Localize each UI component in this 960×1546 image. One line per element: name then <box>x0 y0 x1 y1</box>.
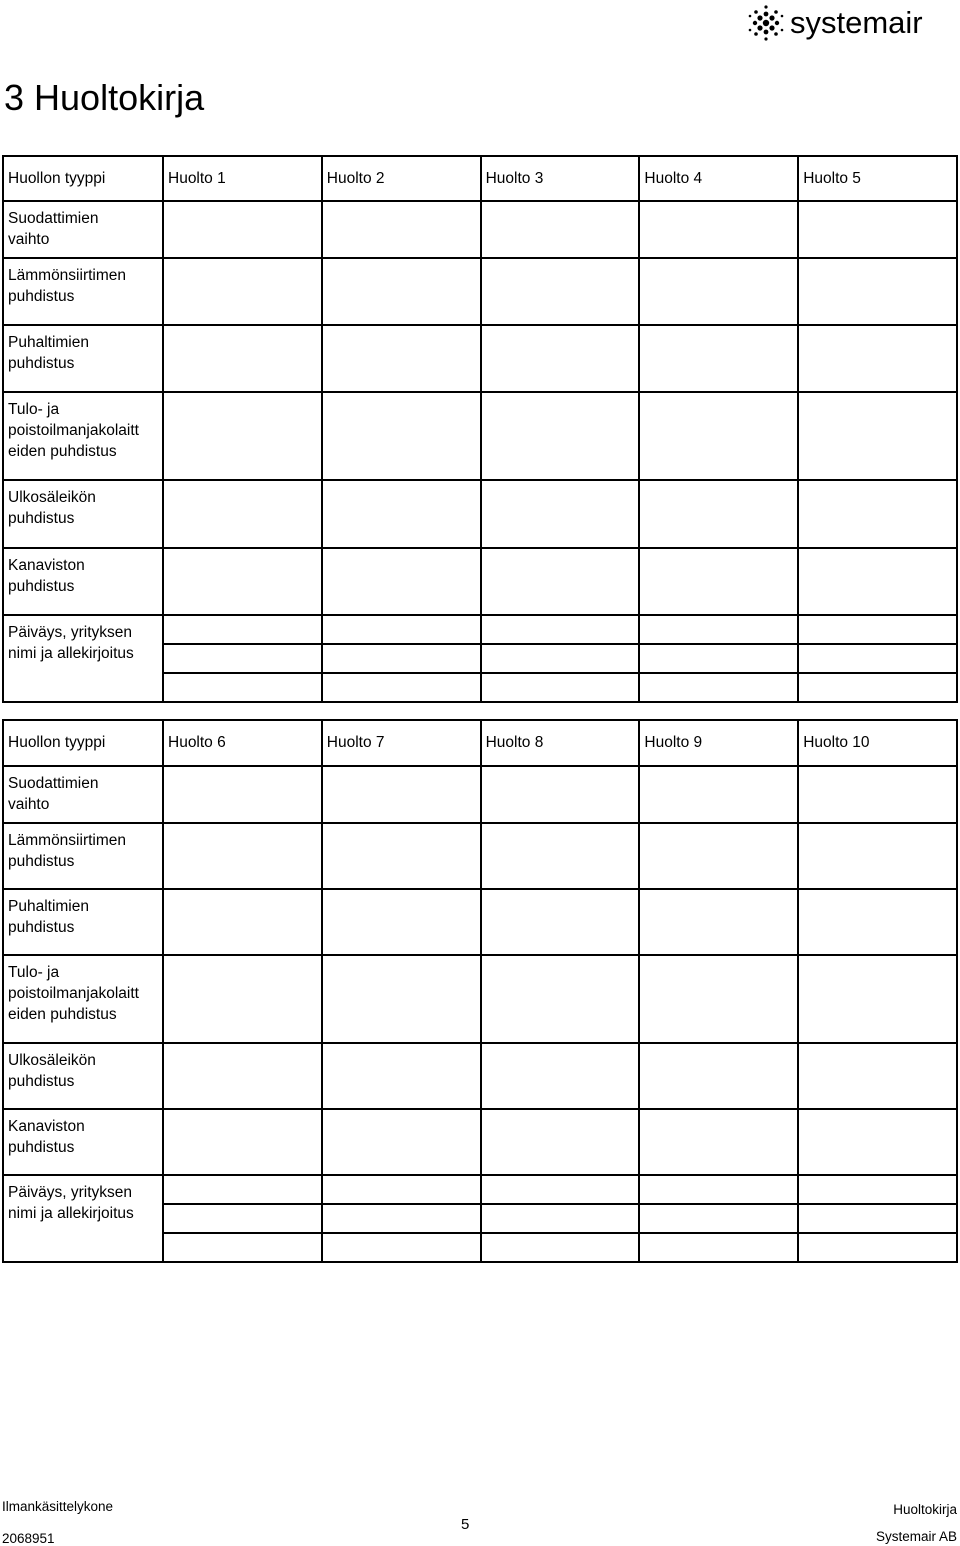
footer-section-name: Huoltokirja <box>893 1502 957 1517</box>
table-cell[interactable] <box>639 1043 798 1109</box>
row-label: Tulo- ja poistoilmanjakolaitt eiden puhdistus <box>3 392 163 480</box>
table-cell[interactable] <box>639 955 798 1043</box>
table-row <box>3 325 957 392</box>
table-cell[interactable] <box>481 258 640 325</box>
table-cell[interactable] <box>481 1204 640 1233</box>
table-cell[interactable] <box>163 325 322 392</box>
table-cell[interactable] <box>163 392 322 480</box>
table-row <box>3 889 957 955</box>
table-cell[interactable] <box>481 1175 640 1204</box>
table-row <box>3 955 957 1043</box>
table-header-row <box>3 156 957 201</box>
table-cell[interactable] <box>322 548 481 615</box>
table-cell[interactable] <box>639 548 798 615</box>
table-cell[interactable] <box>322 644 481 673</box>
table-row <box>3 1043 957 1109</box>
table-cell[interactable] <box>798 766 957 823</box>
column-header: Huolto 8 <box>481 720 640 766</box>
signature-label: Päiväys, yrityksen nimi ja allekirjoitus <box>3 1175 163 1262</box>
table-cell[interactable] <box>481 889 640 955</box>
row-label: Lämmönsiirtimen puhdistus <box>3 823 163 889</box>
table-cell[interactable] <box>322 201 481 258</box>
table-cell[interactable] <box>322 1175 481 1204</box>
table-cell[interactable] <box>798 201 957 258</box>
table-cell[interactable] <box>322 615 481 644</box>
table-cell[interactable] <box>798 258 957 325</box>
table-cell[interactable] <box>481 1043 640 1109</box>
table-row <box>3 1109 957 1175</box>
table-cell[interactable] <box>481 480 640 548</box>
column-header: Huolto 2 <box>322 156 481 201</box>
footer-company-name: Systemair AB <box>875 1529 957 1544</box>
table-row <box>3 258 957 325</box>
service-log-table-1 <box>2 155 958 703</box>
table-cell[interactable] <box>481 548 640 615</box>
table-cell[interactable] <box>798 1204 957 1233</box>
column-header: Huolto 9 <box>639 720 798 766</box>
table-cell[interactable] <box>322 392 481 480</box>
table-cell[interactable] <box>163 1233 322 1262</box>
table-cell[interactable] <box>481 325 640 392</box>
table-cell[interactable] <box>481 766 640 823</box>
table-cell[interactable] <box>798 325 957 392</box>
table-cell[interactable] <box>481 1233 640 1262</box>
footer-product-name: Ilmankäsittelykone <box>2 1499 114 1514</box>
table-cell[interactable] <box>481 201 640 258</box>
row-label: Ulkosäleikön puhdistus <box>3 480 163 548</box>
systemair-logo-mark <box>746 2 956 44</box>
table-row <box>3 823 957 889</box>
footer-page-number: 5 <box>461 1516 470 1533</box>
column-header: Huolto 10 <box>798 720 957 766</box>
table-cell[interactable] <box>639 392 798 480</box>
table-cell[interactable] <box>639 889 798 955</box>
row-label: Ulkosäleikön puhdistus <box>3 1043 163 1109</box>
table-cell[interactable] <box>163 1204 322 1233</box>
table-cell[interactable] <box>481 1109 640 1175</box>
footer-document-number: 2068951 <box>2 1531 55 1546</box>
table-cell[interactable] <box>639 1204 798 1233</box>
table-cell[interactable] <box>322 1204 481 1233</box>
table-cell[interactable] <box>322 258 481 325</box>
table-cell[interactable] <box>481 823 640 889</box>
table-cell[interactable] <box>481 392 640 480</box>
table-cell[interactable] <box>639 1233 798 1262</box>
table-cell[interactable] <box>798 548 957 615</box>
table-cell[interactable] <box>481 644 640 673</box>
row-label: Kanaviston puhdistus <box>3 548 163 615</box>
table-cell[interactable] <box>163 823 322 889</box>
header-label: Huollon tyyppi <box>3 720 163 766</box>
table-cell[interactable] <box>322 955 481 1043</box>
table-cell[interactable] <box>639 615 798 644</box>
table-cell[interactable] <box>163 480 322 548</box>
table-cell[interactable] <box>639 325 798 392</box>
table-cell[interactable] <box>481 615 640 644</box>
table-cell[interactable] <box>163 1043 322 1109</box>
table-cell[interactable] <box>639 258 798 325</box>
column-header: Huolto 7 <box>322 720 481 766</box>
row-label: Puhaltimien puhdistus <box>3 325 163 392</box>
table-cell[interactable] <box>798 1175 957 1204</box>
table-cell[interactable] <box>639 644 798 673</box>
table-cell[interactable] <box>639 480 798 548</box>
table-cell[interactable] <box>322 889 481 955</box>
table-cell[interactable] <box>639 1109 798 1175</box>
service-log-table-2 <box>2 719 958 1263</box>
table-cell[interactable] <box>798 673 957 702</box>
table-cell[interactable] <box>639 766 798 823</box>
table-cell[interactable] <box>163 201 322 258</box>
table-cell[interactable] <box>163 615 322 644</box>
table-cell[interactable] <box>639 673 798 702</box>
table-row <box>3 480 957 548</box>
table-cell[interactable] <box>163 673 322 702</box>
header-label: Huollon tyyppi <box>3 156 163 201</box>
table-cell[interactable] <box>322 766 481 823</box>
table-cell[interactable] <box>798 644 957 673</box>
table-cell[interactable] <box>163 955 322 1043</box>
signature-row <box>3 1175 957 1204</box>
table-row <box>3 392 957 480</box>
logo-wordmark: systemair <box>790 5 923 40</box>
signature-label: Päiväys, yrityksen nimi ja allekirjoitus <box>3 615 163 702</box>
table-cell[interactable] <box>798 392 957 480</box>
row-label: Suodattimien vaihto <box>3 201 163 258</box>
table-cell[interactable] <box>481 673 640 702</box>
table-cell[interactable] <box>322 480 481 548</box>
table-cell[interactable] <box>163 766 322 823</box>
page-title: 3 Huoltokirja <box>4 77 205 118</box>
table-cell[interactable] <box>639 1175 798 1204</box>
table-cell[interactable] <box>798 480 957 548</box>
row-label: Lämmönsiirtimen puhdistus <box>3 258 163 325</box>
table-cell[interactable] <box>322 1233 481 1262</box>
column-header: Huolto 5 <box>798 156 957 201</box>
table-cell[interactable] <box>163 1175 322 1204</box>
table-cell[interactable] <box>798 615 957 644</box>
column-header: Huolto 6 <box>163 720 322 766</box>
table-cell[interactable] <box>322 823 481 889</box>
table-cell[interactable] <box>798 889 957 955</box>
table-cell[interactable] <box>322 673 481 702</box>
table-cell[interactable] <box>163 1109 322 1175</box>
systemair-logo <box>746 2 956 44</box>
table-cell[interactable] <box>798 955 957 1043</box>
table-row <box>3 548 957 615</box>
row-label: Kanaviston puhdistus <box>3 1109 163 1175</box>
table-cell[interactable] <box>481 955 640 1043</box>
table-header-row <box>3 720 957 766</box>
table-cell[interactable] <box>798 823 957 889</box>
table-cell[interactable] <box>163 644 322 673</box>
table-cell[interactable] <box>322 325 481 392</box>
table-cell[interactable] <box>163 889 322 955</box>
signature-row <box>3 615 957 644</box>
table-cell[interactable] <box>163 548 322 615</box>
table-cell[interactable] <box>798 1043 957 1109</box>
column-header: Huolto 1 <box>163 156 322 201</box>
table-cell[interactable] <box>639 823 798 889</box>
row-label: Puhaltimien puhdistus <box>3 889 163 955</box>
table-row <box>3 201 957 258</box>
row-label: Tulo- ja poistoilmanjakolaitt eiden puhdistus <box>3 955 163 1043</box>
table-cell[interactable] <box>322 1043 481 1109</box>
row-label: Suodattimien vaihto <box>3 766 163 823</box>
table-cell[interactable] <box>322 1109 481 1175</box>
table-cell[interactable] <box>163 258 322 325</box>
table-cell[interactable] <box>798 1109 957 1175</box>
column-header: Huolto 4 <box>639 156 798 201</box>
column-header: Huolto 3 <box>481 156 640 201</box>
table-row <box>3 766 957 823</box>
table-cell[interactable] <box>798 1233 957 1262</box>
table-cell[interactable] <box>639 201 798 258</box>
